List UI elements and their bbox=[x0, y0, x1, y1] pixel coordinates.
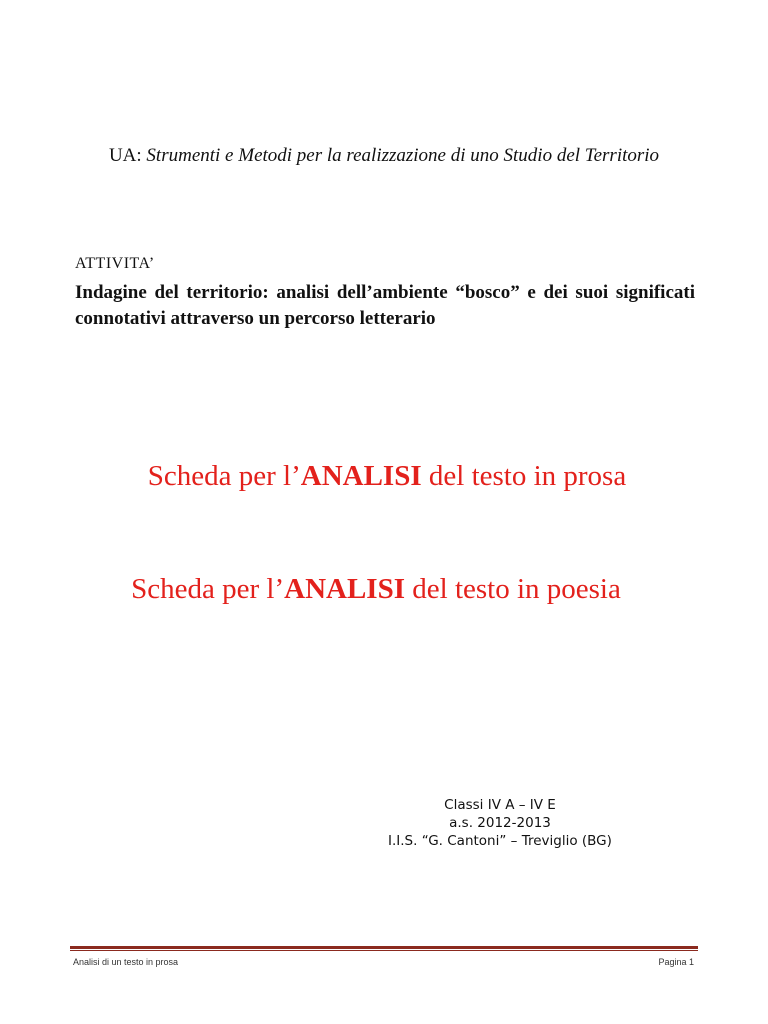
footer-document-title: Analisi di un testo in prosa bbox=[73, 957, 179, 967]
classes-line: Classi IV A – IV E bbox=[444, 797, 556, 813]
heading-poetry-suffix: del testo in poesia bbox=[405, 573, 621, 605]
heading-prose-prefix: Scheda per l’ bbox=[147, 460, 301, 492]
footer-rule bbox=[70, 946, 698, 949]
heading-poetry-analysis bbox=[0, 573, 760, 606]
ua-title: Strumenti e Metodi per la realizzazione di uno Studio del Territorio bbox=[146, 145, 660, 166]
footer-page-number: Pagina 1 bbox=[658, 957, 694, 967]
school-info bbox=[330, 796, 670, 850]
heading-prose-analysis bbox=[3, 460, 768, 493]
heading-prose-emphasis: ANALISI bbox=[300, 460, 422, 492]
ua-line bbox=[0, 143, 768, 169]
school-name-line: I.I.S. “G. Cantoni” – Treviglio (BG) bbox=[388, 833, 612, 849]
heading-poetry-emphasis: ANALISI bbox=[284, 573, 406, 605]
heading-poetry-prefix: Scheda per l’ bbox=[131, 573, 285, 605]
activity-description: Indagine del territorio: analisi dell’ambiente “bosco” e dei suoi significati connotativi attraverso un percorso letterario bbox=[75, 282, 695, 329]
ua-prefix: UA: bbox=[108, 145, 142, 166]
school-year-line: a.s. 2012-2013 bbox=[449, 815, 551, 831]
activity-label: ATTIVITA’ bbox=[75, 255, 155, 272]
heading-prose-suffix: del testo in prosa bbox=[421, 460, 627, 492]
